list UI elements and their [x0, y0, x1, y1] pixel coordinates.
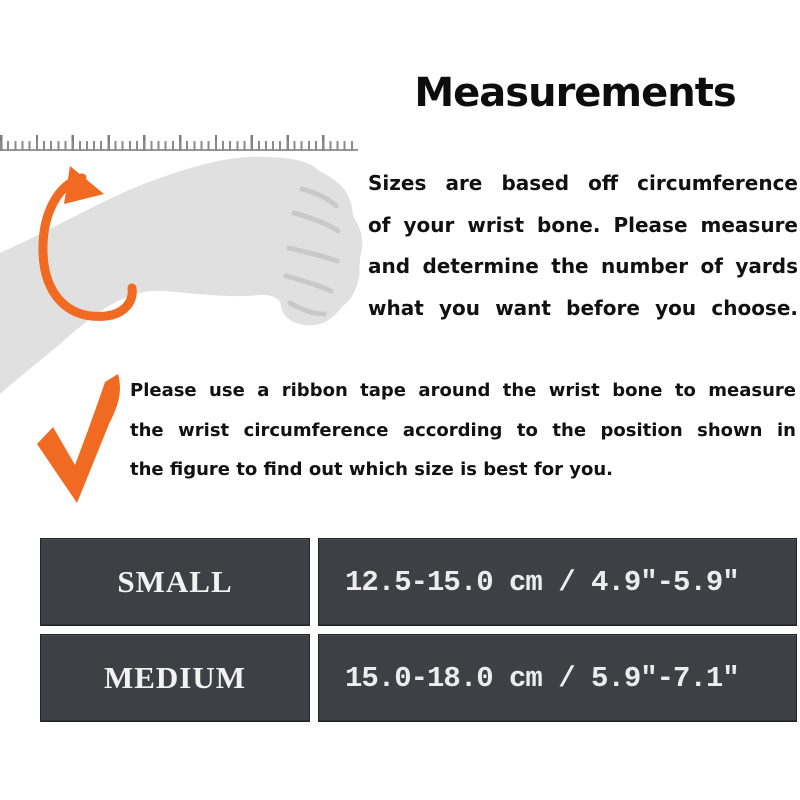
- intro-line: Sizes are based off circumference: [368, 171, 798, 195]
- intro-line: of your wrist bone. Please measure: [368, 212, 798, 237]
- range-cell-small: 12.5-15.0 cm / 4.9"-5.9": [318, 538, 797, 626]
- range-cell-medium: 15.0-18.0 cm / 5.9"-7.1": [318, 634, 797, 722]
- instruction-line: the wrist circumference according to the position shown in: [130, 419, 796, 441]
- instruction-line: Please use a ribbon tape around the wrist bone to measure: [130, 380, 796, 401]
- page-title: Measurements: [414, 70, 736, 116]
- size-table: [40, 538, 797, 722]
- intro-line: what you want before you choose.: [368, 295, 798, 320]
- intro-paragraph: [368, 163, 798, 329]
- size-cell-small: SMALL: [40, 538, 310, 626]
- instruction-line: the figure to find out which size is best for you.: [130, 459, 614, 480]
- intro-line: and determine the number of yards: [368, 254, 798, 278]
- fist-wrist-illustration: [0, 148, 366, 394]
- instruction-paragraph: [130, 371, 796, 490]
- checkmark-icon: [35, 372, 145, 504]
- size-cell-medium: MEDIUM: [40, 634, 310, 722]
